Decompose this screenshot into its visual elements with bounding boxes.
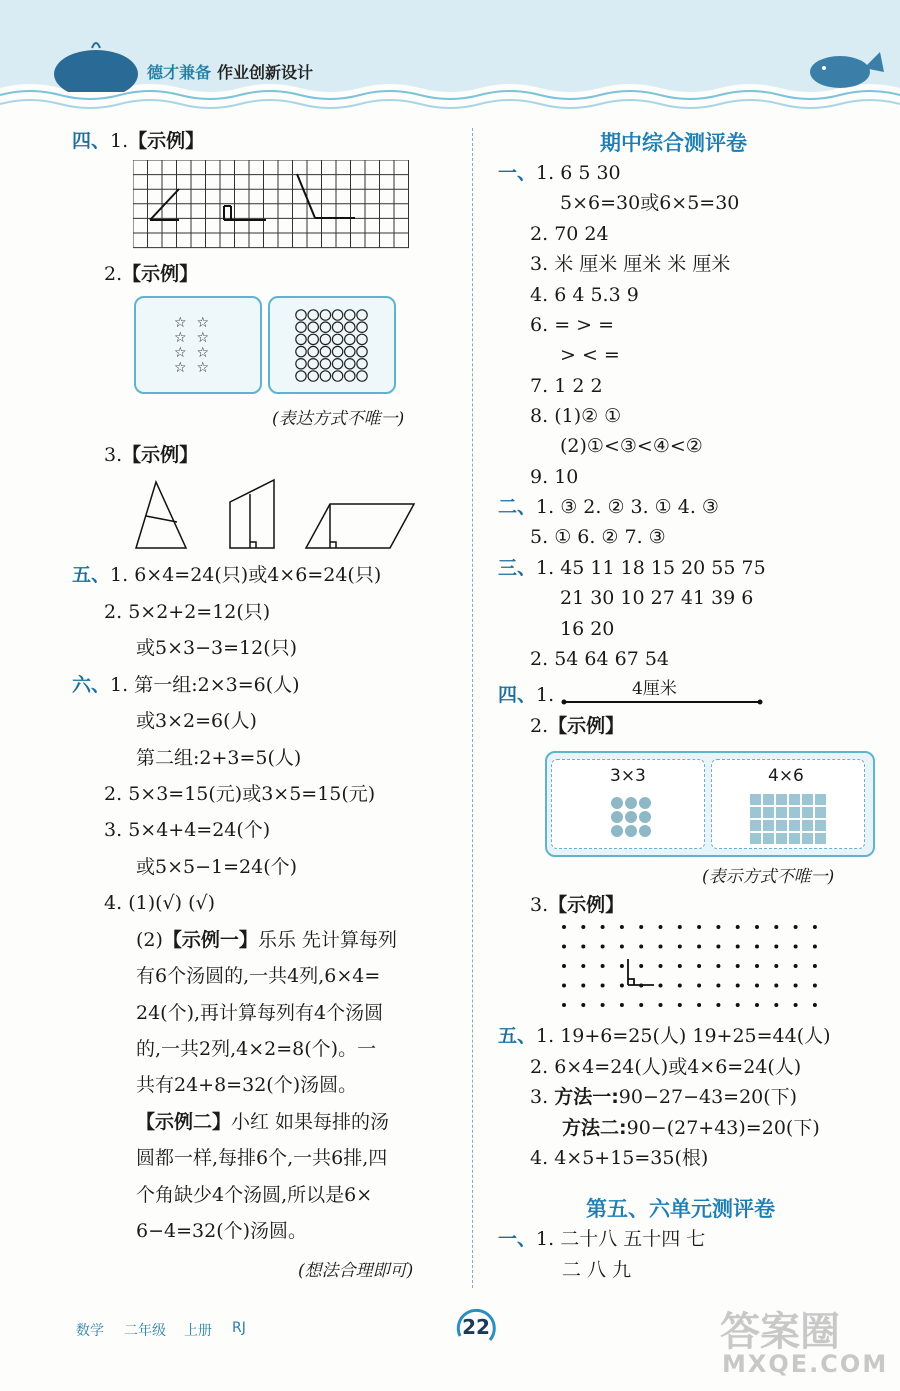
grid-dot (716, 945, 720, 949)
square-mark (763, 820, 774, 831)
grid-dot (562, 1003, 566, 1007)
whale-icon (52, 36, 140, 92)
circle-mark (357, 310, 367, 320)
square-mark (802, 833, 813, 844)
square-mark (802, 820, 813, 831)
array-card-3x3 (551, 759, 705, 849)
grid-dot (678, 984, 682, 988)
grid-dot (601, 984, 605, 988)
square-mark (763, 794, 774, 805)
square-mark (776, 794, 787, 805)
square-mark (763, 807, 774, 818)
answer-line: 五、1. 6×4=24(只)或4×6=24(只) (72, 564, 382, 586)
circle-mark (296, 359, 306, 369)
brand-part1: 德才兼备 (147, 63, 212, 82)
dot-mark (625, 811, 637, 823)
answer-line: 4. (1)(√) (√) (104, 892, 216, 914)
note: (想法合理即可) (298, 1261, 414, 1281)
circle-mark (332, 322, 342, 332)
square-mark (789, 794, 800, 805)
square-mark (815, 820, 826, 831)
answer-line: 或5×3−3=12(只) (136, 637, 298, 659)
dot-mark (611, 797, 623, 809)
circle-mark (320, 334, 330, 344)
dot-mark (625, 797, 637, 809)
answer-line: 三、1. 45 11 18 15 20 55 75 (498, 557, 766, 579)
circle-mark (345, 346, 355, 356)
answer-line: 2. 5×3=15(元)或3×5=15(元) (104, 783, 376, 805)
grid-dot (620, 945, 624, 949)
star-array: ☆☆ ☆☆ ☆☆ ☆☆ (174, 315, 220, 376)
circle-mark (320, 359, 330, 369)
grid-dot (716, 925, 720, 929)
grid-dot (659, 925, 663, 929)
answer-line: 3. 5×4+4=24(个) (104, 819, 271, 841)
grid-dot (697, 945, 701, 949)
answer-line: 4. 4×5+15=35(根) (530, 1147, 709, 1169)
grid-dot (697, 1003, 701, 1007)
grid-dot (581, 1003, 585, 1007)
grid-dot (716, 964, 720, 968)
grid-dot (659, 1003, 663, 1007)
circle-mark (345, 334, 355, 344)
answer-line: 二、1. ③ 2. ② 3. ① 4. ③ (498, 496, 719, 518)
dot-mark (639, 811, 651, 823)
answer-line: 3.【示例】 (104, 444, 199, 466)
grid-dot (620, 1003, 624, 1007)
grid-dot (678, 945, 682, 949)
grid-dot (736, 945, 740, 949)
grid-dot (774, 925, 778, 929)
circle-mark (357, 359, 367, 369)
grid-dot (620, 925, 624, 929)
brand-part2: 作业创新设计 (217, 63, 314, 82)
whale-icon-right (806, 42, 886, 92)
grid-dot (581, 984, 585, 988)
circle-mark (296, 371, 306, 381)
shapes-height-figure (132, 476, 442, 556)
dot-mark (639, 825, 651, 837)
grid-dot (794, 964, 798, 968)
square-mark (789, 807, 800, 818)
array-label: 3×3 (610, 766, 646, 786)
grid-dot (774, 945, 778, 949)
circle-mark (308, 346, 318, 356)
grid-dot (755, 925, 759, 929)
answer-line: 或3×2=6(人) (136, 710, 257, 732)
grid-dot (562, 925, 566, 929)
grid-dot (659, 964, 663, 968)
answer-line: 6. = > = (530, 314, 615, 336)
answer-line: 第二组:2+3=5(人) (136, 747, 302, 769)
grid-dot (736, 964, 740, 968)
grid-dot (755, 1003, 759, 1007)
dot-mark (611, 825, 623, 837)
answer-line: 2. 70 24 (530, 223, 609, 245)
answer-line: 四、1. (498, 684, 555, 706)
answer-line: 共有24+8=32(个)汤圆。 (136, 1074, 358, 1096)
square-mark (789, 820, 800, 831)
circle-mark (345, 359, 355, 369)
answer-line: 2.【示例】 (104, 263, 199, 285)
grid-dot (639, 1003, 643, 1007)
grid-dot (794, 984, 798, 988)
answer-line: 8. (1)② ① (530, 405, 622, 427)
square-mark (802, 794, 813, 805)
grid-dot (813, 984, 817, 988)
circle-mark (357, 334, 367, 344)
segment-label: 4厘米 (632, 679, 677, 699)
square-mark (815, 794, 826, 805)
circle-mark (308, 359, 318, 369)
square-mark (750, 807, 761, 818)
grid-dot (678, 1003, 682, 1007)
array-cards (545, 751, 875, 857)
dot-mark (639, 797, 651, 809)
grid-dot (736, 984, 740, 988)
square-mark (776, 833, 787, 844)
answer-line: 2.【示例】 (530, 715, 625, 737)
star-array-card (134, 296, 262, 394)
square-mark (815, 807, 826, 818)
circle-mark (345, 310, 355, 320)
answer-line: 五、1. 19+6=25(人) 19+25=44(人) (498, 1025, 831, 1047)
circle-array (294, 308, 370, 384)
grid-dot (620, 964, 624, 968)
circle-mark (357, 346, 367, 356)
grid-dot (774, 1003, 778, 1007)
answer-line: 2. 6×4=24(人)或4×6=24(人) (530, 1056, 802, 1078)
page-header (0, 0, 900, 112)
grid-dot (678, 964, 682, 968)
grid-dot (639, 925, 643, 929)
square-mark (789, 833, 800, 844)
circle-mark (332, 334, 342, 344)
grid-dot (562, 984, 566, 988)
circle-mark (332, 346, 342, 356)
grid-dot (659, 945, 663, 949)
array-card-4x6 (711, 759, 865, 849)
answer-line: 2. 54 64 67 54 (530, 648, 670, 670)
answer-line: 方法二:90−(27+43)=20(下) (562, 1117, 820, 1139)
grid-dot (813, 1003, 817, 1007)
circle-mark (296, 334, 306, 344)
circle-mark (345, 371, 355, 381)
circle-mark (308, 334, 318, 344)
circle-mark (296, 322, 306, 332)
square-mark (750, 794, 761, 805)
grid-dot (601, 925, 605, 929)
grid-dot (716, 984, 720, 988)
footer-edition: RJ (232, 1320, 246, 1336)
grid-dot (813, 945, 817, 949)
answer-line: 个角缺少4个汤圆,所以是6× (136, 1184, 373, 1206)
square-mark (763, 833, 774, 844)
answer-line: (2)①<③<④<② (560, 435, 703, 457)
grid-dot (581, 964, 585, 968)
answer-line: (2)【示例一】乐乐 先计算每列 (136, 929, 397, 951)
grid-dot (813, 964, 817, 968)
grid-figure (133, 160, 413, 250)
section-title: 期中综合测评卷 (600, 131, 747, 155)
circle-mark (320, 322, 330, 332)
circle-mark (320, 346, 330, 356)
answer-line: 一、1. 二十八 五十四 七 (498, 1228, 706, 1250)
grid-dot (601, 964, 605, 968)
circle-mark (320, 310, 330, 320)
answer-line: 24(个),再计算每列有4个汤圆 (136, 1002, 384, 1024)
answer-line: 【示例二】小红 如果每排的汤 (136, 1111, 390, 1133)
dot-array (610, 796, 654, 840)
note: (表示方式不唯一) (702, 867, 835, 887)
grid-dot (794, 925, 798, 929)
grid-dot (794, 945, 798, 949)
circle-mark (296, 310, 306, 320)
answer-line: 一、1. 6 5 30 (498, 162, 621, 184)
answer-line: 3.【示例】 (530, 894, 625, 916)
note: (表达方式不唯一) (272, 409, 405, 429)
watermark-url: MXQE.COM (722, 1350, 889, 1378)
grid-dot (716, 1003, 720, 1007)
square-mark (750, 833, 761, 844)
circle-mark (332, 371, 342, 381)
grid-dot (794, 1003, 798, 1007)
grid-dot (774, 964, 778, 968)
footer-subject: 数学 (76, 1323, 104, 1339)
grid-dot (697, 964, 701, 968)
grid-dot (562, 964, 566, 968)
answer-line: 的,一共2列,4×2=8(个)。一 (136, 1038, 377, 1060)
square-mark (776, 807, 787, 818)
answer-line: > < = (560, 344, 620, 366)
grid-dot (659, 984, 663, 988)
square-mark (776, 820, 787, 831)
dot-mark (611, 811, 623, 823)
page-number: 22 (462, 1315, 490, 1339)
grid-dot (678, 925, 682, 929)
answer-line: 6−4=32(个)汤圆。 (136, 1220, 308, 1242)
circle-mark (345, 322, 355, 332)
circle-array-card (268, 296, 396, 394)
circle-mark (357, 322, 367, 332)
answer-line: 21 30 10 27 41 39 6 (560, 587, 754, 609)
square-mark (750, 820, 761, 831)
circle-mark (357, 371, 367, 381)
circle-mark (308, 310, 318, 320)
answer-line: 二 八 九 (562, 1259, 632, 1281)
answer-line: 六、1. 第一组:2×3=6(人) (72, 674, 300, 696)
section-title: 第五、六单元测评卷 (586, 1197, 775, 1221)
grid-dot (774, 984, 778, 988)
grid-dot (639, 984, 643, 988)
circle-mark (332, 359, 342, 369)
square-mark (802, 807, 813, 818)
watermark: 答案圈 (720, 1309, 840, 1355)
answer-line: 3. 米 厘米 厘米 米 厘米 (530, 253, 731, 275)
brand-title (147, 60, 313, 83)
column-divider (472, 128, 473, 1288)
circle-mark (296, 346, 306, 356)
grid-dot (697, 984, 701, 988)
square-array (750, 794, 830, 846)
grid-dot (620, 984, 624, 988)
answer-line: 圆都一样,每排6个,一共6排,四 (136, 1147, 388, 1169)
answer-line: 5. ① 6. ② 7. ③ (530, 526, 666, 548)
circle-mark (308, 371, 318, 381)
grid-dot (697, 925, 701, 929)
footer-grade: 二年级 (124, 1323, 166, 1339)
grid-dot (813, 925, 817, 929)
circle-mark (308, 322, 318, 332)
grid-dot (755, 945, 759, 949)
answer-line: 16 20 (560, 618, 615, 640)
array-label: 4×6 (768, 766, 804, 786)
grid-dot (581, 925, 585, 929)
grid-dot (601, 945, 605, 949)
grid-dot (736, 1003, 740, 1007)
answer-line: 7. 1 2 2 (530, 375, 603, 397)
grid-dot (601, 1003, 605, 1007)
answer-line: 2. 5×2+2=12(只) (104, 601, 271, 623)
answer-line: 3. 方法一:90−27−43=20(下) (530, 1086, 798, 1108)
circle-mark (332, 310, 342, 320)
grid-dot (755, 984, 759, 988)
circle-mark (320, 371, 330, 381)
answer-line: 有6个汤圆的,一共4列,6×4= (136, 965, 381, 987)
dot-mark (625, 825, 637, 837)
grid-dot (755, 964, 759, 968)
answer-line: 9. 10 (530, 466, 579, 488)
grid-dot (639, 945, 643, 949)
answer-line: 4. 6 4 5.3 9 (530, 284, 639, 306)
grid-dot (581, 945, 585, 949)
grid-dot (562, 945, 566, 949)
dot-grid-figure (560, 922, 830, 1022)
square-mark (815, 833, 826, 844)
grid-dot (639, 964, 643, 968)
answer-line: 或5×5−1=24(个) (136, 856, 298, 878)
answer-line: 5×6=30或6×5=30 (560, 192, 740, 214)
footer-term: 上册 (184, 1323, 212, 1339)
grid-dot (736, 925, 740, 929)
answer-line: 四、1.【示例】 (72, 130, 205, 152)
